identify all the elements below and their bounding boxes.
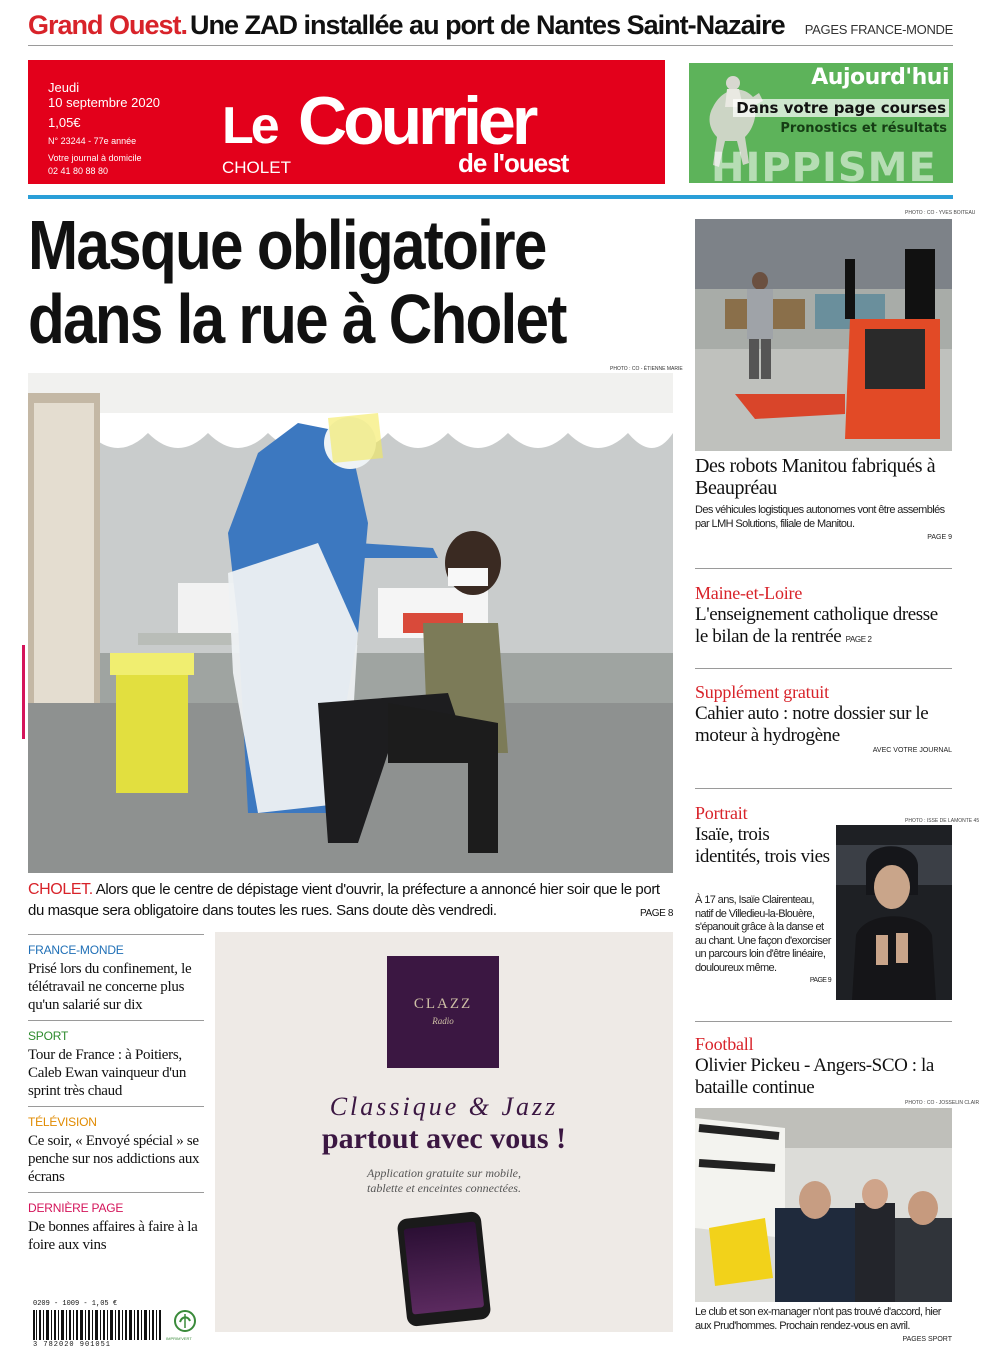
brief-text: Ce soir, « Envoyé spécial » se penche sur nos addictions aux écrans	[28, 1133, 200, 1185]
promo-word: HIPPISME	[711, 145, 937, 183]
robot-page-ref[interactable]: PAGE 9	[927, 534, 952, 541]
ad-fine-line1: Application gratuite sur mobile,	[367, 1166, 521, 1180]
brief-text: De bonnes affaires à faire à la foire aux vins	[28, 1219, 198, 1253]
ad-tagline-2: partout avec vous !	[321, 1122, 567, 1155]
logo-courrier: Courrier	[298, 83, 535, 159]
top-headline[interactable]: Une ZAD installée au port de Nantes Saint-Nazaire	[190, 10, 785, 40]
clazz-logo-name: CLAZZ	[413, 996, 473, 1012]
divider	[695, 668, 952, 669]
football-block[interactable]	[695, 1034, 952, 1099]
ml-title-text: L'enseignement catholique dresse le bilan de la rentrée	[695, 604, 938, 647]
ad-fine-line2: tablette et enceintes connectées.	[367, 1181, 521, 1195]
main-headline[interactable]	[28, 208, 596, 356]
brief-rubric: DERNIÈRE PAGE	[28, 1201, 124, 1215]
supp-rubric: Supplément gratuit	[695, 682, 829, 702]
logo-ouest: de l'ouest	[458, 148, 569, 178]
divider	[695, 1021, 952, 1022]
brief-text: Tour de France : à Poitiers, Caleb Ewan vainqueur d'un sprint très chaud	[28, 1047, 187, 1099]
ml-title	[695, 604, 952, 648]
portrait-title: Isaïe, trois identités, trois vies	[695, 824, 830, 867]
portrait-page-ref[interactable]: PAGE 9	[809, 977, 831, 984]
foot-photo-credit: PHOTO : CO - JOSSELIN CLAIR	[905, 1100, 980, 1106]
robot-text: Des véhicules logistiques autonomes vont être assemblés par LMH Solutions, filiale de Manitou.	[695, 504, 945, 530]
foot-rubric: Football	[695, 1034, 754, 1054]
ad-fine-print	[215, 1166, 673, 1196]
portrait-text	[695, 894, 831, 984]
brief-derniere-page[interactable]	[28, 1192, 204, 1254]
briefs-column	[28, 934, 204, 1260]
edition-name: CHOLET	[222, 158, 291, 177]
portrait-photo[interactable]	[836, 825, 952, 1000]
foot-text: Le club et son ex-manager n'ont pas trouvé d'accord, hier aux Prud'hommes. Prochain rendez-vous en avril.	[695, 1306, 941, 1332]
foot-title: Olivier Pickeu - Angers-SCO : la bataille continue	[695, 1055, 934, 1098]
masthead	[28, 60, 665, 184]
ml-page-ref[interactable]: PAGE 2	[845, 635, 872, 644]
logo-le: Le	[222, 97, 277, 155]
divider	[695, 788, 952, 789]
clazz-logo-sub: Radio	[432, 1016, 454, 1026]
supp-title: Cahier auto : notre dossier sur le moteur à hydrogène	[695, 703, 929, 746]
barcode-price-code: 0209 - 1009 - 1,05 €	[33, 1300, 118, 1308]
masthead-date: 10 septembre 2020	[48, 95, 161, 110]
top-kicker: Grand Ouest.	[28, 10, 188, 40]
top-pages-label: PAGES FRANCE-MONDE	[804, 22, 953, 37]
brief-france-monde[interactable]	[28, 934, 204, 1014]
caption-kicker: CHOLET.	[28, 881, 93, 898]
brief-television[interactable]	[28, 1106, 204, 1186]
masthead-phone: 02 41 80 88 80	[48, 166, 109, 176]
maine-et-loire-block[interactable]	[695, 583, 952, 648]
ml-rubric: Maine-et-Loire	[695, 583, 803, 603]
isaie-portrait-image	[836, 825, 952, 1000]
main-photo-credit: PHOTO : CO - ÉTIENNE MARIE	[610, 366, 683, 372]
main-headline-line2: dans la rue à Cholet	[28, 280, 566, 358]
robot-photo[interactable]	[695, 219, 952, 451]
header-rule	[28, 195, 953, 199]
top-bar	[28, 10, 953, 46]
masthead-service: Votre journal à domicile	[48, 153, 142, 163]
main-photo[interactable]	[28, 373, 673, 873]
main-headline-line1: Masque obligatoire	[28, 206, 546, 284]
brief-sport[interactable]	[28, 1020, 204, 1100]
masthead-day: Jeudi	[48, 80, 80, 95]
brief-rubric: SPORT	[28, 1029, 69, 1043]
margin-mark	[22, 645, 25, 739]
barcode-number: 3 782020 901051	[33, 1341, 112, 1349]
football-photo[interactable]	[695, 1108, 952, 1302]
supp-page-ref: AVEC VOTRE JOURNAL	[872, 747, 952, 754]
smartphone-icon	[397, 1211, 492, 1327]
portrait-text-body: À 17 ans, Isaïe Clairenteau, natif de Villedieu-la-Blouère, s'épanouit grâce à la danse et au chant. Une façon d'exorciser un parcours loin d'être linéaire, douloureux même.	[695, 894, 831, 974]
pickeu-protest-image	[695, 1108, 952, 1302]
caption-text: Alors que le centre de dépistage vient d'ouvrir, la préfecture a annoncé hier soir que le port du masque sera obligatoire dans toutes les rues. Sans doute dès vendredi.	[28, 881, 660, 919]
covid-test-scene-image	[28, 373, 673, 873]
barcode-icon	[33, 1310, 161, 1340]
promo-line2: Pronostics et résultats	[780, 121, 947, 136]
imprim-vert-icon	[174, 1310, 196, 1334]
masthead-issue: N° 23244 - 77e année	[48, 136, 137, 146]
portrait-photo-credit: PHOTO : ISSE DE LAMONTE 45	[905, 818, 980, 824]
divider	[695, 568, 952, 569]
robot-photo-credit: PHOTO : CO - YVES BOITEAU	[905, 210, 976, 216]
promo-title: Aujourd'hui	[811, 65, 949, 90]
promo-line1: Dans votre page courses	[733, 99, 949, 117]
ad-tagline-1: Classique & Jazz	[329, 1092, 559, 1121]
hippisme-promo[interactable]	[689, 63, 953, 183]
factory-robot-image	[695, 219, 952, 451]
foot-page-ref[interactable]: PAGES SPORT	[902, 1336, 952, 1343]
portrait-block[interactable]	[695, 803, 835, 868]
portrait-rubric: Portrait	[695, 803, 748, 823]
supplement-block[interactable]	[695, 682, 952, 754]
imprim-vert-label: IMPRIM'VERT	[166, 1336, 192, 1341]
robot-title[interactable]: Des robots Manitou fabriqués à Beaupréau	[695, 455, 936, 499]
brief-text: Prisé lors du confinement, le télétravail ne concerne plus qu'un salarié sur dix	[28, 961, 192, 1013]
brief-rubric: TÉLÉVISION	[28, 1115, 97, 1129]
main-page-ref[interactable]: PAGE 8	[640, 908, 673, 919]
brief-rubric: FRANCE-MONDE	[28, 943, 124, 957]
clazz-logo	[387, 956, 499, 1068]
masthead-price: 1,05€	[48, 115, 81, 130]
main-caption	[28, 879, 673, 921]
clazz-advertisement[interactable]	[215, 932, 673, 1332]
